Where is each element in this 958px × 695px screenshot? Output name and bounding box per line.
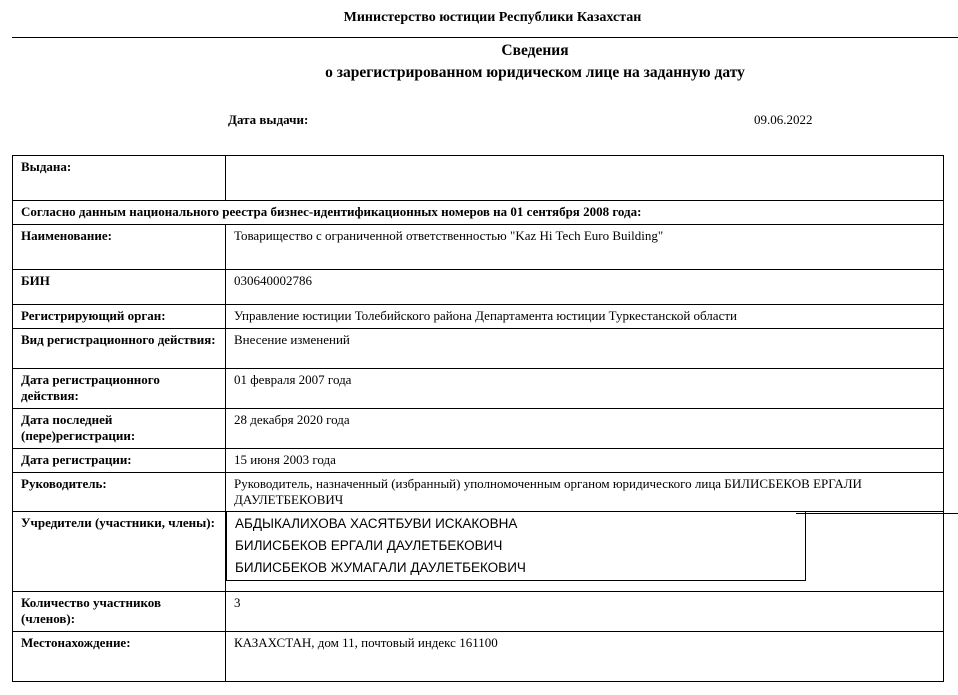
bin-label: БИН (13, 270, 226, 305)
row-location (13, 632, 944, 682)
ministry-header: Министерство юстиции Республики Казахстан (343, 10, 642, 25)
action-type-label: Вид регистрационного действия: (13, 329, 226, 369)
row-head (13, 473, 944, 512)
row-reg-date (13, 449, 944, 473)
reg-date-value: 15 июня 2003 года (226, 449, 944, 473)
title-line-1: Сведения (501, 42, 569, 59)
founder-item: БИЛИСБЕКОВ ЕРГАЛИ ДАУЛЕТБЕКОВИЧ (235, 538, 503, 553)
authority-label: Регистрирующий орган: (13, 305, 226, 329)
head-label: Руководитель: (13, 473, 226, 512)
founder-item: БИЛИСБЕКОВ ЖУМАГАЛИ ДАУЛЕТБЕКОВИЧ (235, 560, 526, 575)
registration-table (12, 155, 944, 682)
row-issued-to (13, 156, 944, 201)
issue-date-value: 09.06.2022 (754, 112, 813, 127)
head-value: Руководитель, назначенный (избранный) уполномоченным органом юридического лица БИЛИСБЕКОВ ЕРГАЛИ ДАУЛЕТБЕКОВИЧ (226, 473, 944, 512)
title-line-2: о зарегистрированном юридическом лице на заданную дату (325, 64, 745, 81)
last-reg-date-value: 28 декабря 2020 года (226, 409, 944, 449)
registry-note: Согласно данным национального реестра бизнес-идентификационных номеров на 01 сентября 2008 года: (13, 201, 944, 225)
last-reg-date-label: Дата последней (пере)регистрации: (13, 409, 226, 449)
row-last-reg-date (13, 409, 944, 449)
founder-item: АБДЫКАЛИХОВА ХАСЯТБУВИ ИСКАКОВНА (235, 516, 518, 531)
member-count-label: Количество участников (членов): (13, 592, 226, 632)
authority-value: Управление юстиции Толебийского района Департамента юстиции Туркестанской области (226, 305, 944, 329)
row-action-type (13, 329, 944, 369)
reg-date-label: Дата регистрации: (13, 449, 226, 473)
founders-border-extension (796, 513, 958, 514)
founders-label: Учредители (участники, члены): (13, 512, 226, 592)
issued-to-value (226, 156, 944, 201)
issue-date-label: Дата выдачи: (228, 112, 309, 127)
action-date-label: Дата регистрационного действия: (13, 369, 226, 409)
member-count-value: 3 (226, 592, 944, 632)
action-type-value: Внесение изменений (226, 329, 944, 369)
location-value: КАЗАХСТАН, дом 11, почтовый индекс 161100 (226, 632, 944, 682)
row-registry-note (13, 201, 944, 225)
issued-to-label: Выдана: (13, 156, 226, 201)
row-member-count (13, 592, 944, 632)
row-name (13, 225, 944, 270)
name-value: Товарищество с ограниченной ответственностью "Kaz Hi Tech Euro Building" (226, 225, 944, 270)
bin-value: 030640002786 (226, 270, 944, 305)
row-authority (13, 305, 944, 329)
location-label: Местонахождение: (13, 632, 226, 682)
founders-cell (226, 512, 944, 592)
founders-list (226, 512, 806, 581)
row-founders (13, 512, 944, 592)
document-title (0, 40, 958, 84)
row-action-date (13, 369, 944, 409)
name-label: Наименование: (13, 225, 226, 270)
action-date-value: 01 февраля 2007 года (226, 369, 944, 409)
header-divider (12, 37, 958, 38)
row-bin (13, 270, 944, 305)
